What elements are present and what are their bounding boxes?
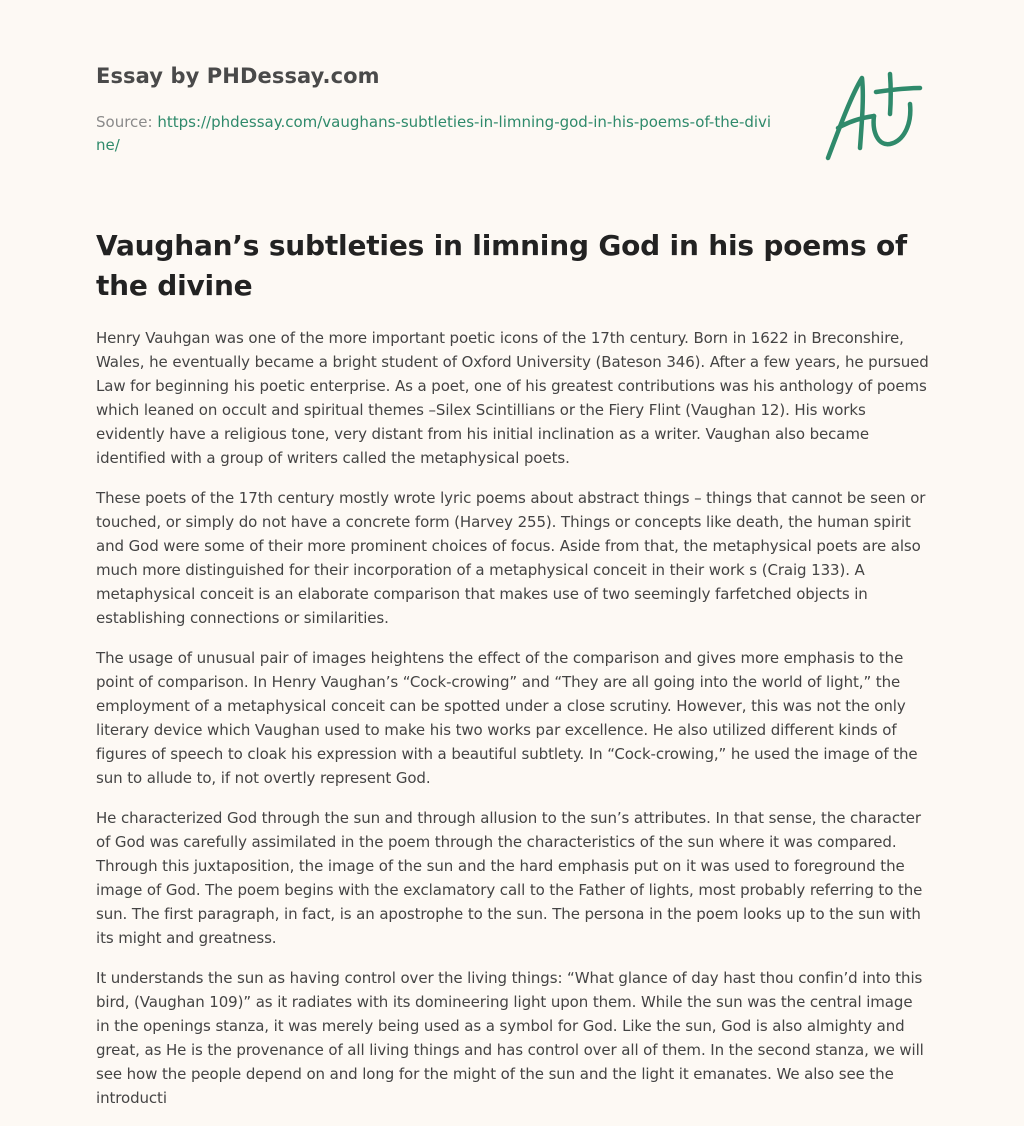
essay-paragraph: Henry Vauhgan was one of the more important poetic icons of the 17th century. Born in 1622 in Breconshire, Wales, he eventually became a bright student of Oxford University (Bateson 346). After a few years, he pursued Law for beginning his poetic enterprise. As a poet, one of his greatest contributions was his anthology of poems which leaned on occult and spiritual themes –Silex Scintillians or the Fiery Flint (Vaughan 12). His works evidently have a religious tone, very distant from his initial inclination as a writer. Vaughan also became identified with a group of writers called the metaphysical poets. (96, 329, 929, 467)
source-label: Source: (96, 113, 158, 131)
essay-paragraph: These poets of the 17th century mostly wrote lyric poems about abstract things – things that cannot be seen or touched, or simply do not have a concrete form (Harvey 255). Things or concepts like death, the human spirit and God were some of their more prominent choices of focus. Aside from that, the metaphysical poets are also much more distinguished for their incorporation of a metaphysical conceit in their work s (Craig 133). A metaphysical conceit is an elaborate comparison that makes use of two seemingly farfetched objects in establishing connections or similarities. (96, 489, 926, 627)
essay-paragraph: The usage of unusual pair of images heightens the effect of the comparison and gives more emphasis to the point of comparison. In Henry Vaughan’s “Cock-crowing” and “They are all going into the world of light,” the employment of a metaphysical conceit can be spotted under a close scrutiny. However, this was not the only literary device which Vaughan used to make his two works par excellence. He also utilized different kinds of figures of speech to cloak his expression with a beautiful subtlety. In “Cock-crowing,” he used the image of the sun to allude to, if not overtly represent God. (96, 649, 918, 787)
essay-body (96, 326, 930, 1126)
essay-paragraph: It understands the sun as having control over the living things: “What glance of day hast thou confin’d into this bird, (Vaughan 109)” as it radiates with its domineering light upon them. While the sun was the central image in the openings stanza, it was merely being used as a symbol for God. Like the sun, God is also almighty and great, as He is the provenance of all living things and has control over all of them. In the second stanza, we will see how the people depend on and long for the might of the sun and the light it emanates. We also see the introducti (96, 969, 924, 1107)
a-plus-logo-svg (818, 66, 928, 166)
source-line (96, 111, 776, 157)
site-brand: Essay by PHDessay.com (96, 64, 380, 88)
essay-paragraph: He characterized God through the sun and through allusion to the sun’s attributes. In that sense, the character of God was carefully assimilated in the poem through the characteristics of the sun where it was compared. Through this juxtaposition, the image of the sun and the hard emphasis put on it was used to foreground the image of God. The poem begins with the exclamatory call to the Father of lights, most probably referring to the sun. The first paragraph, in fact, is an apostrophe to the sun. The persona in the poem looks up to the sun with its might and greatness. (96, 809, 923, 947)
essay-title: Vaughan’s subtleties in limning God in his poems of the divine (96, 229, 908, 302)
source-link[interactable]: https://phdessay.com/vaughans-subtleties-in-limning-god-in-his-poems-of-the-divine/ (96, 113, 772, 154)
a-plus-logo-icon (818, 66, 928, 166)
